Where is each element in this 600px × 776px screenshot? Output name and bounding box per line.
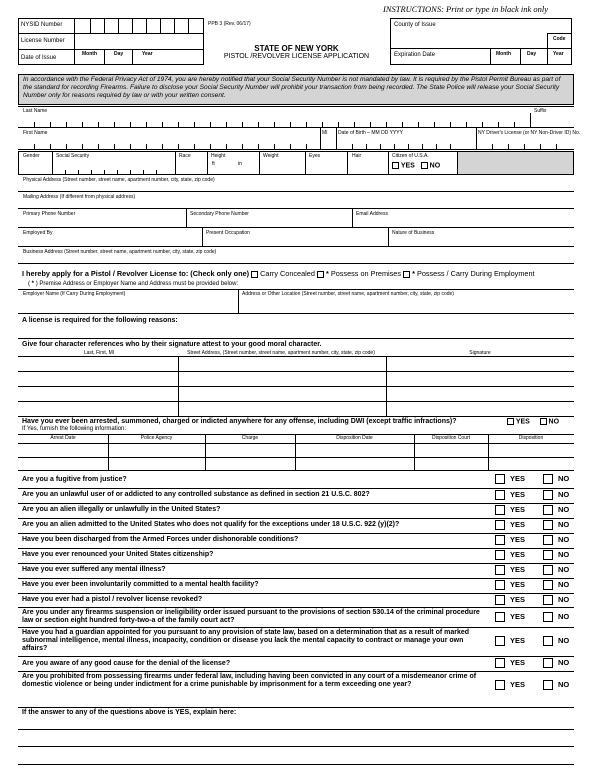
race-label: Race [179,153,191,159]
question-2-answers [495,490,569,500]
star-2: * [412,269,415,278]
question-1-no-label: NO [558,474,570,483]
question-12-yes-checkbox[interactable] [495,658,505,668]
question-3-answers [495,505,569,515]
question-6: Have you ever renounced your United States citizenship? [22,551,214,558]
question-5-answers [495,535,569,545]
question-1-no-checkbox[interactable] [543,474,553,484]
citizen-yes-label: YES [400,162,415,170]
eyes-label: Eyes [309,153,321,159]
arrest-col-disp-date: Disposition Date [336,435,373,441]
question-8-answers [495,580,569,590]
instructions: INSTRUCTIONS: Print or type in black ink only [383,4,549,14]
ssn-label: Social Security [56,153,90,159]
possess-premises-checkbox[interactable] [317,271,324,278]
arrest-col-agency: Police Agency [140,435,173,441]
question-3: Are you an alien illegally or unlawfully in the United States? [22,506,221,513]
issue-year-label: Year [142,51,153,57]
question-10-yes-label: YES [510,612,526,621]
carry-concealed-label: Carry Concealed [260,269,315,278]
question-5-no-label: NO [558,535,570,544]
question-13-answers [495,680,569,690]
arrest-col-court: Disposition Court [431,435,471,441]
question-13: Are you prohibited from possessing firearms under federal law, including having been convicted in any court of a misdemeanor crime of domestic violence or being under indictment for a crime punishable by imprisonment for a term exceeding one year? [22,673,477,688]
star-3: * [31,281,35,287]
question-4-yes-label: YES [510,520,526,529]
question-2-no-label: NO [558,490,570,499]
question-12-no-checkbox[interactable] [543,658,553,668]
business-address-field[interactable] [18,263,574,264]
star-1: * [325,269,329,278]
citizen-no-label: NO [429,162,441,170]
citizen-yes-checkbox[interactable] [392,162,399,169]
question-7-answers [495,565,569,575]
mi-label: MI [322,130,328,136]
question-10-no-label: NO [558,612,570,621]
apply-text: I hereby apply for a Pistol / Revolver License to: (Check only one) [22,269,250,278]
arrest-yes-label: YES [515,418,530,426]
physical-address-field[interactable] [18,191,574,192]
question-1: Are you a fugitive from justice? [22,476,127,483]
question-1-yes-label: YES [510,474,526,483]
question-2-yes-checkbox[interactable] [495,490,505,500]
secondary-phone-label: Secondary Phone Number [190,211,249,217]
question-7-no-checkbox[interactable] [543,565,553,575]
question-2: Are you an unlawful user of or addicted to any controlled substance as defined in section 21 U.S.C. 802? [22,491,370,498]
question-6-yes-checkbox[interactable] [495,550,505,560]
form-id: PPB 3 (Rev. 06/17) [208,21,251,27]
question-2-yes-label: YES [510,490,526,499]
explain-line-1[interactable] [18,729,574,730]
employment-field[interactable] [18,246,574,247]
question-3-yes-checkbox[interactable] [495,505,505,515]
exp-day-label: Day [527,51,537,57]
explain-label: If the answer to any of the questions above is YES, explain here: [22,709,237,716]
arrest-no-checkbox[interactable] [540,418,547,425]
issue-day-label: Day [114,51,124,57]
last-name-field[interactable] [18,114,574,128]
citizen-label: Citizen of U.S.A. [392,153,429,159]
references-table[interactable] [18,356,574,416]
apply-note: ( * ) Premise Address or Employer Name and Address must be provided below: [28,281,239,287]
question-9-no-checkbox[interactable] [543,595,553,605]
business-nature-label: Nature of Business [392,230,435,236]
dob-label: Date of Birth – MM DD YYYY [338,130,403,136]
citizen-options [392,162,440,169]
county-label: County of Issue [394,22,436,28]
ref-col-address: Street Address, (Street number, street name, apartment number, city, state, zip code) [187,350,375,356]
question-7-no-label: NO [558,565,570,574]
nysid-label: NYSID Number [21,22,63,28]
reasons-field[interactable] [18,338,574,339]
height-in-label: in [238,161,242,167]
ref-col-signature: Signature [469,350,491,356]
height-label: Height [211,153,226,159]
question-13-no-checkbox[interactable] [543,680,553,690]
occupation-label: Present Occupation [206,230,250,236]
question-13-yes-label: YES [510,680,526,689]
weight-label: Weight [263,153,279,159]
exp-month-label: Month [496,51,511,57]
question-9-no-label: NO [558,595,570,604]
ssn-field[interactable] [52,151,175,175]
business-address-label: Business Address (Street number, street name, apartment number, city, state, zip code) [23,249,217,255]
date-issue-label: Date of Issue [21,55,57,61]
address-location-label: Address or Other Location (Street number, street name, apartment number, city, state, zip code) [242,291,454,297]
carry-employment-checkbox[interactable] [403,271,410,278]
hair-label: Hair [352,153,362,159]
apply-note-text: ) Premise Address or Employer Name and Address must be provided below: [35,281,239,287]
question-6-no-checkbox[interactable] [543,550,553,560]
question-9-answers [495,595,569,605]
mailing-address-field[interactable] [18,208,574,209]
question-5-yes-checkbox[interactable] [495,535,505,545]
code-label: Code [553,36,566,42]
arrest-no-label: NO [548,418,560,426]
question-8: Have you ever been involuntarily committed to a mental health facility? [22,581,259,588]
question-11: Have you had a guardian appointed for you pursuant to any provision of state law, based on a determination that as a result of marked subnormal intelligence, mental illness, incapacity, condition or disease you lack the mental capacity to contract or manage your own affairs? [22,629,470,652]
question-11-yes-checkbox[interactable] [495,636,505,646]
first-name-label: First Name [23,130,48,136]
explain-line-2[interactable] [18,746,574,747]
question-8-no-checkbox[interactable] [543,580,553,590]
question-6-answers [495,550,569,560]
citizen-no-checkbox[interactable] [421,162,428,169]
question-4-yes-checkbox[interactable] [495,520,505,530]
question-9-yes-label: YES [510,595,526,604]
question-13-no-label: NO [558,680,570,689]
dl-label: NY Driver's License (or NY Non-Driver ID) No. [478,130,581,136]
form-subtitle: PISTOL /REVOLVER LICENSE APPLICATION [223,53,370,60]
reasons-label: A license is required for the following reasons: [22,317,178,324]
privacy-notice: In accordance with the Federal Privacy Act of 1974, you are hereby notified that your Social Security Number is not mandated by law. It is required by the Pistol Permit Bureau as part of the standard for recording Firearms. Failure to disclose your Social Security Number will prohibit your transaction from being recorded. The State Police will release your Social Security Number only for reasons required by law or with your written consent. [18,74,574,105]
last-name-label: Last Name [23,108,48,114]
suffix-label: Suffix [534,108,547,114]
question-5-yes-label: YES [510,535,526,544]
question-3-no-label: NO [558,505,570,514]
question-11-no-checkbox[interactable] [543,636,553,646]
question-4-answers [495,520,569,530]
question-9: Have you ever had a pistol / revolver license revoked? [22,596,203,603]
arrest-col-date: Arrest Date [50,435,76,441]
license-label: License Number [21,38,65,44]
physical-address-label: Physical Address (Street number, street name, apartment number, city, state, zip code) [23,177,215,183]
question-11-answers [495,636,569,646]
question-7-yes-checkbox[interactable] [495,565,505,575]
question-4: Are you an alien admitted to the United States who does not qualify for the exceptions under 18 U.S.C. 922 (y)(2)? [22,521,400,528]
question-3-no-checkbox[interactable] [543,505,553,515]
question-5: Have you been discharged from the Armed Forces under dishonorable conditions? [22,536,299,543]
question-7-yes-label: YES [510,565,526,574]
possess-premises-label: Possess on Premises [330,269,402,278]
question-6-no-label: NO [558,550,570,559]
question-3-yes-label: YES [510,505,526,514]
arrest-col-charge: Charge [241,435,259,441]
form-title: STATE OF NEW YORK [254,44,339,53]
question-2-no-checkbox[interactable] [543,490,553,500]
arrest-followup: If Yes, furnish the following information: [22,426,127,432]
question-5-no-checkbox[interactable] [543,535,553,545]
mailing-address-label: Mailing Address (If different from physical address) [23,194,136,200]
question-10-answers [495,612,569,622]
question-10-yes-checkbox[interactable] [495,612,505,622]
arrest-col-disposition: Disposition [518,435,544,441]
question-8-no-label: NO [558,580,570,589]
phone-email-field[interactable] [18,227,574,228]
question-13-yes-checkbox[interactable] [495,680,505,690]
references-heading: Give four character references who by their signature attest to your good moral character. [22,341,322,348]
employed-by-label: Employed By [23,230,53,236]
question-12: Are you aware of any good cause for the denial of the license? [22,660,231,667]
question-8-yes-label: YES [510,580,526,589]
question-11-yes-label: YES [510,636,526,645]
question-12-no-label: NO [558,658,570,667]
question-6-yes-label: YES [510,550,526,559]
question-1-answers [495,474,569,484]
arrest-yn [507,418,559,425]
question-10-no-checkbox[interactable] [543,612,553,622]
question-12-yes-label: YES [510,658,526,667]
question-9-yes-checkbox[interactable] [495,595,505,605]
employer-field[interactable] [18,313,574,314]
carry-concealed-checkbox[interactable] [251,271,258,278]
ref-col-name: Last, First, MI [83,350,115,356]
question-8-yes-checkbox[interactable] [495,580,505,590]
apply-row [22,269,535,278]
gender-label: Gender [23,153,40,159]
question-11-no-label: NO [558,636,570,645]
first-name-row[interactable] [18,136,574,150]
question-4-no-checkbox[interactable] [543,520,553,530]
question-12-answers [495,658,569,668]
question-10: Are you under any firearms suspension or ineligibility order issued pursuant to the provisions of section 530.14 of the criminal procedure law or section eight hundred forty-two-a of the family court act? [22,609,480,624]
employer-name-label: Employer Name (If Carry During Employment) [23,291,126,297]
exp-year-label: Year [553,51,564,57]
arrest-yes-checkbox[interactable] [507,418,514,425]
question-7: Have you ever suffered any mental illness? [22,566,166,573]
question-4-no-label: NO [558,520,570,529]
primary-phone-label: Primary Phone Number [23,211,76,217]
question-1-yes-checkbox[interactable] [495,474,505,484]
expiration-label: Expiration Date [394,52,436,58]
email-label: Email Address [356,211,388,217]
explain-line-3[interactable] [18,764,574,765]
carry-employment-label: Possess / Carry During Employment [416,269,535,278]
arrest-question: Have you ever been arrested, summoned, charged or indicted anywhere for any offense, including DWI (except traffic infractions)? [22,418,457,425]
height-ft-label: ft [212,161,215,167]
issue-month-label: Month [82,51,97,57]
